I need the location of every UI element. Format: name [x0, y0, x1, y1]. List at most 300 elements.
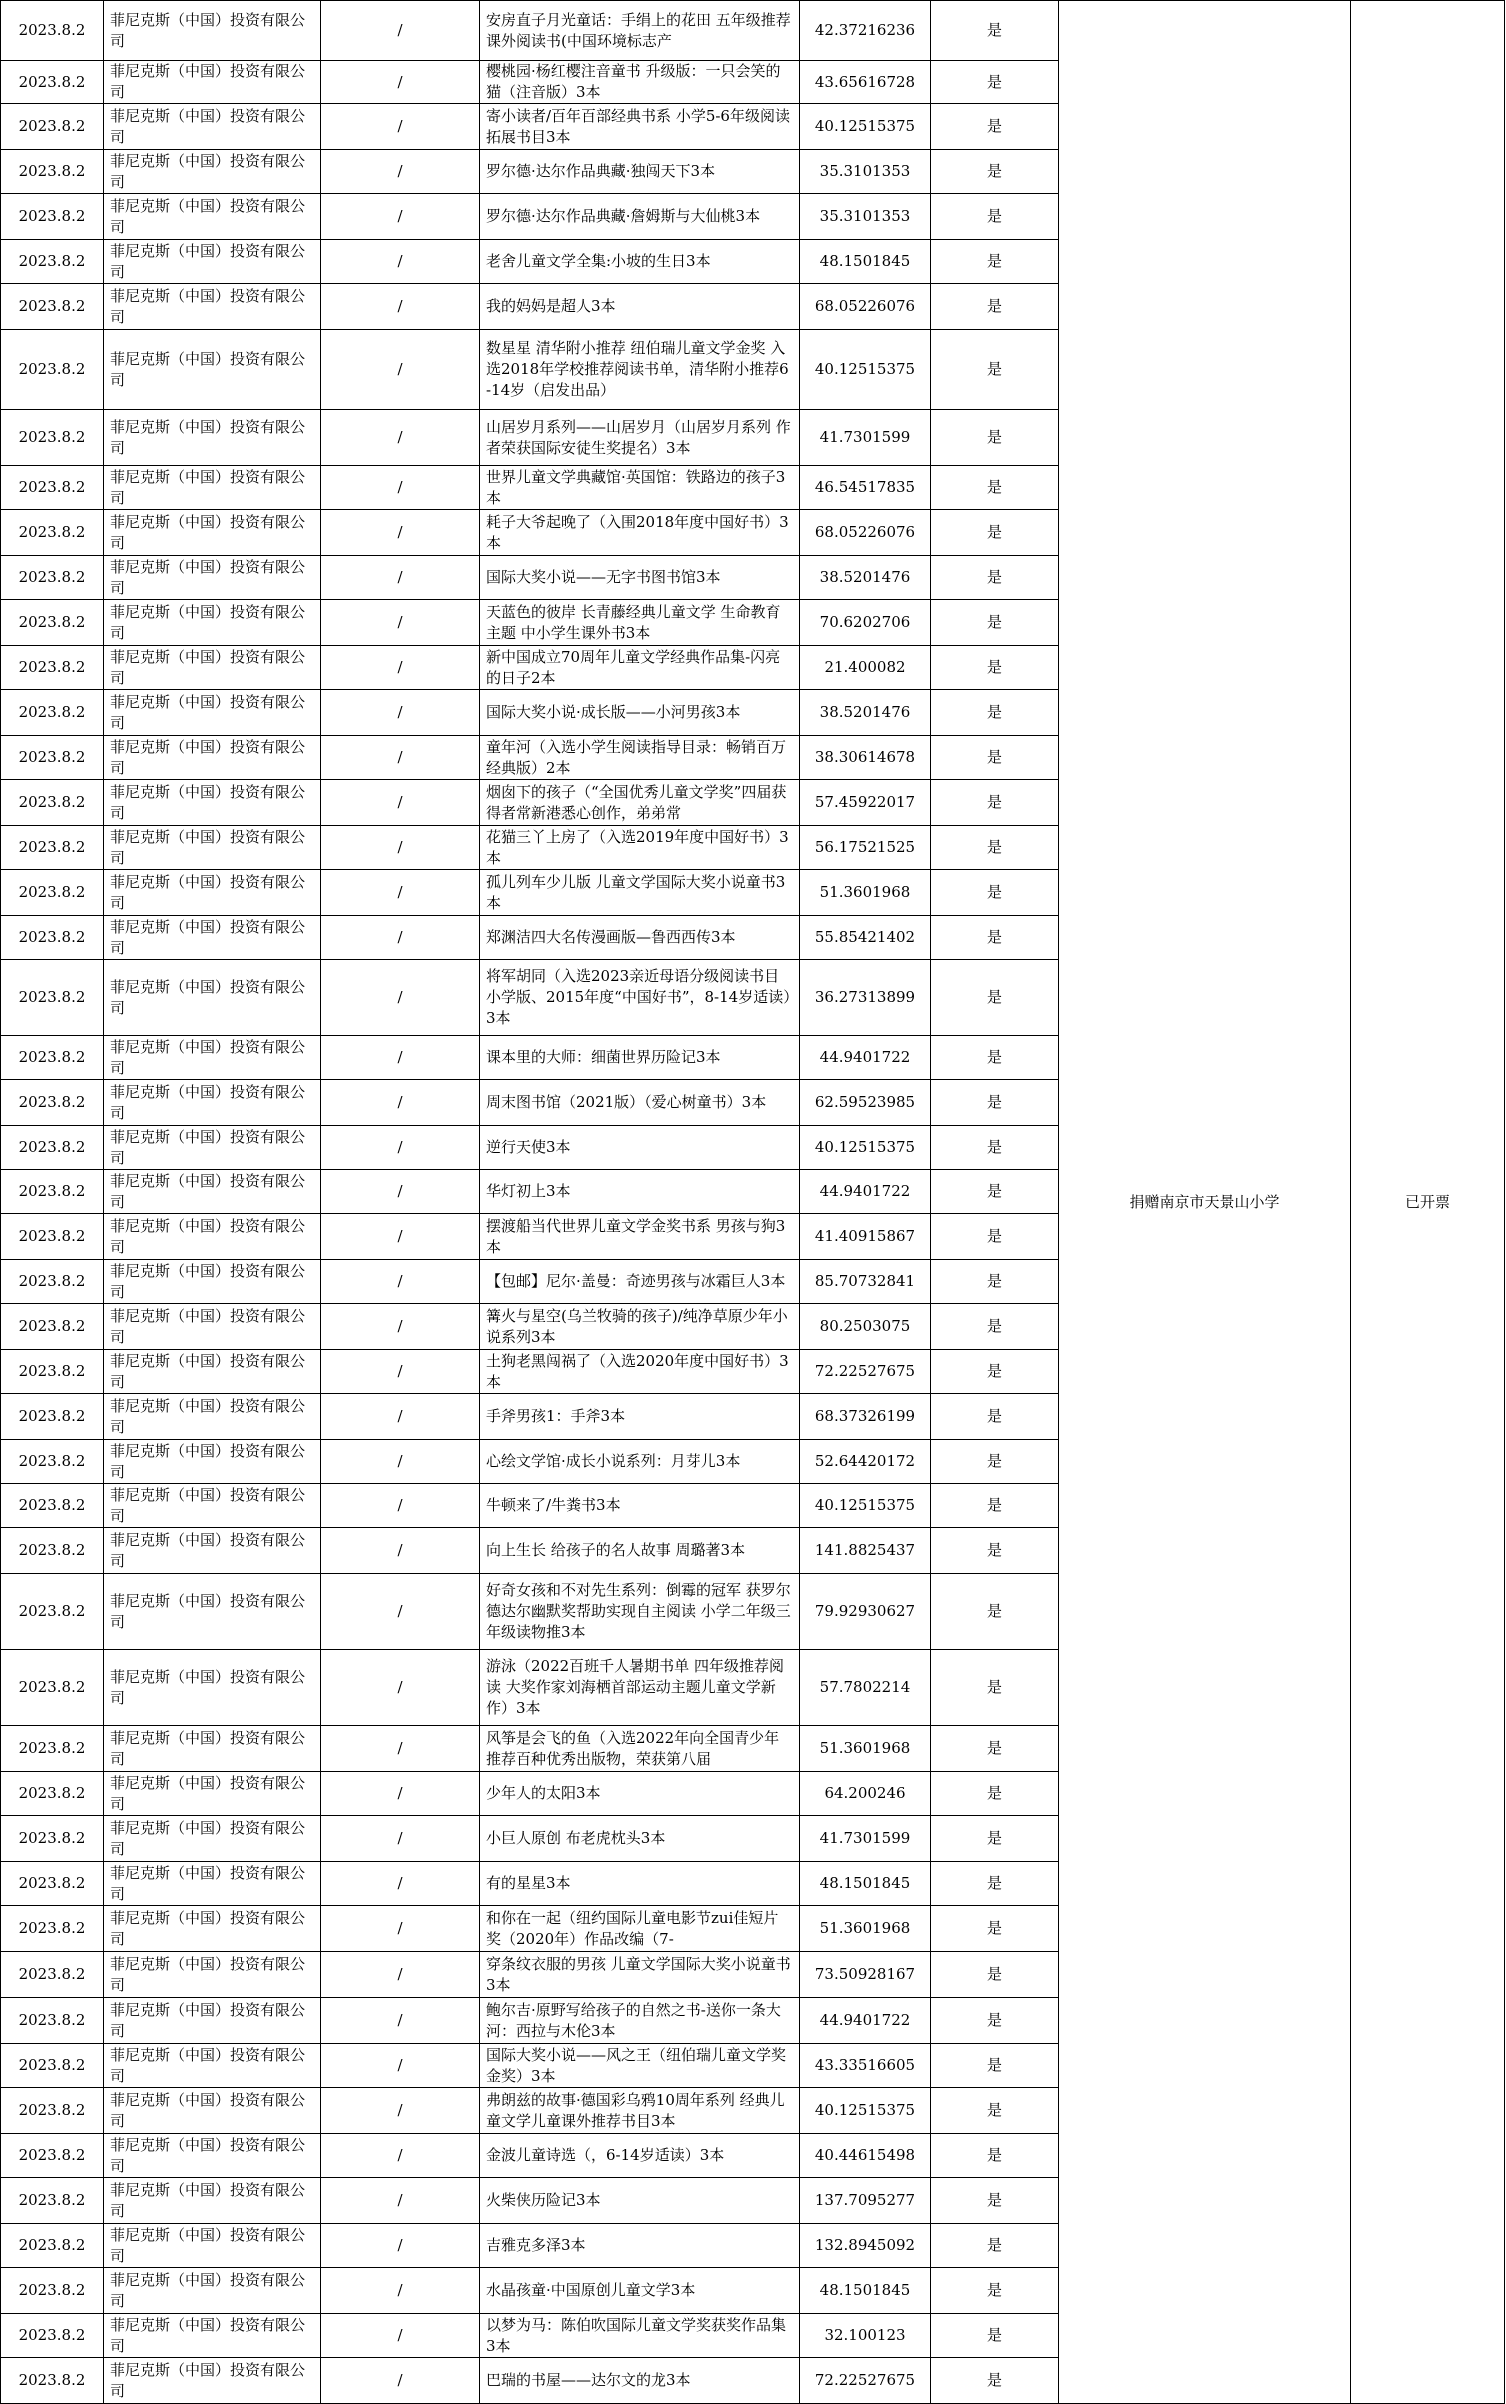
date-cell: [1, 150, 104, 194]
mark-cell: [321, 1260, 480, 1304]
company-cell-text: 菲尼克斯（中国）投资有限公司: [110, 2180, 306, 2220]
book-title-cell-text: 水晶孩童·中国原创儿童文学3本: [486, 2281, 696, 2299]
table-row: [1, 1, 1505, 61]
flag-cell-text: 是: [986, 523, 1002, 541]
flag-cell-text: 是: [986, 360, 1002, 378]
company-cell: [104, 690, 321, 736]
company-cell-text: 菲尼克斯（中国）投资有限公司: [110, 1908, 306, 1948]
book-title-cell-text: 金波儿童诗选（，6-14岁适读）3本: [486, 2146, 725, 2164]
company-cell-text: 菲尼克斯（中国）投资有限公司: [110, 872, 306, 912]
amount-cell: [800, 330, 931, 410]
book-title-cell-text: 周末图书馆（2021版）（爱心树童书）3本: [486, 1093, 767, 1111]
flag-cell: [931, 870, 1059, 916]
date-cell-text: 2023.8.2: [18, 703, 86, 721]
amount-cell: [800, 1998, 931, 2044]
date-cell-text: 2023.8.2: [18, 297, 86, 315]
amount-cell-text: 137.7095277: [814, 2191, 916, 2209]
book-title-cell: [480, 916, 800, 960]
book-title-cell: [480, 150, 800, 194]
flag-cell: [931, 1726, 1059, 1772]
company-cell: [104, 2358, 321, 2404]
mark-cell-text: /: [397, 523, 403, 541]
mark-cell-text: /: [397, 162, 403, 180]
book-title-cell-text: 华灯初上3本: [486, 1182, 571, 1200]
flag-cell-text: 是: [986, 2191, 1002, 2209]
date-cell-text: 2023.8.2: [18, 428, 86, 446]
flag-cell: [931, 1304, 1059, 1350]
company-cell: [104, 1726, 321, 1772]
company-cell-text: 菲尼克斯（中国）投资有限公司: [110, 1351, 306, 1391]
mark-cell-text: /: [397, 1541, 403, 1559]
company-cell-text: 菲尼克斯（中国）投资有限公司: [110, 602, 306, 642]
amount-cell-text: 48.1501845: [819, 252, 911, 270]
amount-cell-text: 141.8825437: [814, 1541, 916, 1559]
flag-cell: [931, 104, 1059, 150]
date-cell-text: 2023.8.2: [18, 1317, 86, 1335]
flag-cell: [931, 2268, 1059, 2314]
company-cell-text: 菲尼克斯（中国）投资有限公司: [110, 106, 306, 146]
date-cell-text: 2023.8.2: [18, 2326, 86, 2344]
flag-cell: [931, 1650, 1059, 1726]
company-cell-text: 菲尼克斯（中国）投资有限公司: [110, 196, 306, 236]
amount-cell: [800, 2358, 931, 2404]
mark-cell: [321, 556, 480, 600]
book-title-cell: [480, 2268, 800, 2314]
amount-cell: [800, 2224, 931, 2268]
flag-cell: [931, 2134, 1059, 2178]
mark-cell-text: /: [397, 1496, 403, 1514]
book-title-cell-text: 数星星 清华附小推荐 纽伯瑞儿童文学金奖 入选2018年学校推荐阅读书单，清华附小推荐6-14岁（启发出品）: [486, 339, 789, 399]
company-cell-text: 菲尼克斯（中国）投资有限公司: [110, 827, 306, 867]
mark-cell: [321, 1650, 480, 1726]
amount-cell-text: 52.64420172: [814, 1452, 916, 1470]
mark-cell: [321, 410, 480, 466]
date-cell: [1, 690, 104, 736]
date-cell: [1, 1, 104, 61]
flag-cell-text: 是: [986, 1048, 1002, 1066]
company-cell-text: 菲尼克斯（中国）投资有限公司: [110, 917, 306, 957]
mark-cell: [321, 870, 480, 916]
book-title-cell-text: 风筝是会飞的鱼（入选2022年向全国青少年推荐百种优秀出版物，荣获第八届: [486, 1728, 780, 1768]
date-cell-text: 2023.8.2: [18, 883, 86, 901]
date-cell-text: 2023.8.2: [18, 748, 86, 766]
flag-cell-text: 是: [986, 2236, 1002, 2254]
amount-cell-text: 21.400082: [824, 658, 906, 676]
date-cell: [1, 330, 104, 410]
company-cell: [104, 1126, 321, 1170]
book-title-cell: [480, 826, 800, 870]
flag-cell-text: 是: [986, 1602, 1002, 1620]
amount-cell-text: 42.37216236: [814, 21, 916, 39]
mark-cell: [321, 2044, 480, 2088]
mark-cell: [321, 1772, 480, 1816]
mark-cell-text: /: [397, 2056, 403, 2074]
amount-cell: [800, 736, 931, 780]
company-cell: [104, 600, 321, 646]
flag-cell: [931, 1036, 1059, 1080]
date-cell: [1, 1440, 104, 1484]
company-cell-text: 菲尼克斯（中国）投资有限公司: [110, 467, 306, 507]
flag-cell-text: 是: [986, 2281, 1002, 2299]
flag-cell-text: 是: [986, 793, 1002, 811]
date-cell-text: 2023.8.2: [18, 1874, 86, 1892]
flag-cell-text: 是: [986, 1678, 1002, 1696]
amount-cell-text: 40.12515375: [814, 117, 916, 135]
company-cell: [104, 1, 321, 61]
flag-cell: [931, 826, 1059, 870]
company-cell: [104, 1440, 321, 1484]
book-title-cell-text: 游泳（2022百班千人暑期书单 四年级推荐阅读 大奖作家刘海栖首部运动主题儿童文学新作）3本: [486, 1657, 784, 1717]
flag-cell: [931, 1862, 1059, 1906]
company-cell-text: 菲尼克斯（中国）投资有限公司: [110, 1818, 306, 1858]
flag-cell: [931, 1394, 1059, 1440]
date-cell-text: 2023.8.2: [18, 1541, 86, 1559]
flag-cell-text: 是: [986, 2056, 1002, 2074]
mark-cell: [321, 646, 480, 690]
mark-cell: [321, 1816, 480, 1862]
amount-cell: [800, 870, 931, 916]
flag-cell: [931, 194, 1059, 240]
amount-cell: [800, 1304, 931, 1350]
book-title-cell: [480, 2178, 800, 2224]
book-title-cell-text: 我的妈妈是超人3本: [486, 297, 616, 315]
company-cell: [104, 1906, 321, 1952]
flag-cell-text: 是: [986, 658, 1002, 676]
amount-cell: [800, 61, 931, 104]
amount-cell: [800, 284, 931, 330]
book-title-cell: [480, 1126, 800, 1170]
amount-cell-text: 48.1501845: [819, 1874, 911, 1892]
date-cell: [1, 1816, 104, 1862]
flag-cell-text: 是: [986, 1317, 1002, 1335]
date-cell-text: 2023.8.2: [18, 360, 86, 378]
date-cell: [1, 1484, 104, 1528]
date-cell: [1, 1650, 104, 1726]
date-cell-text: 2023.8.2: [18, 162, 86, 180]
book-title-cell: [480, 2134, 800, 2178]
flag-cell-text: 是: [986, 1784, 1002, 1802]
amount-cell-text: 41.7301599: [819, 1829, 911, 1847]
company-cell: [104, 2044, 321, 2088]
flag-cell-text: 是: [986, 838, 1002, 856]
mark-cell-text: /: [397, 1317, 403, 1335]
company-cell-text: 菲尼克斯（中国）投资有限公司: [110, 151, 306, 191]
mark-cell: [321, 826, 480, 870]
company-cell: [104, 736, 321, 780]
company-cell-text: 菲尼克斯（中国）投资有限公司: [110, 2045, 306, 2085]
date-cell-text: 2023.8.2: [18, 478, 86, 496]
book-title-cell-text: 老舍儿童文学全集:小坡的生日3本: [486, 252, 711, 270]
date-cell: [1, 1952, 104, 1998]
date-cell: [1, 1350, 104, 1394]
mark-cell-text: /: [397, 1784, 403, 1802]
amount-cell: [800, 556, 931, 600]
company-cell-text: 菲尼克斯（中国）投资有限公司: [110, 1863, 306, 1903]
mark-cell-text: /: [397, 21, 403, 39]
amount-cell-text: 40.12515375: [814, 2101, 916, 2119]
mark-cell: [321, 690, 480, 736]
amount-cell: [800, 2268, 931, 2314]
company-cell-text: 菲尼克斯（中国）投资有限公司: [110, 1171, 306, 1211]
company-cell: [104, 556, 321, 600]
mark-cell-text: /: [397, 478, 403, 496]
flag-cell-text: 是: [986, 2326, 1002, 2344]
amount-cell: [800, 2314, 931, 2358]
amount-cell: [800, 1394, 931, 1440]
book-title-cell: [480, 1304, 800, 1350]
flag-cell: [931, 2044, 1059, 2088]
flag-cell-text: 是: [986, 72, 1002, 91]
date-cell-text: 2023.8.2: [18, 928, 86, 946]
book-title-cell-text: 耗子大爷起晚了（入围2018年度中国好书）3本: [486, 512, 789, 552]
book-title-cell-text: 国际大奖小说——无字书图书馆3本: [486, 568, 721, 586]
amount-cell-text: 38.5201476: [819, 568, 911, 586]
amount-cell: [800, 1260, 931, 1304]
amount-cell: [800, 646, 931, 690]
invoice-status-text: 已开票: [1404, 1192, 1450, 1211]
mark-cell: [321, 1394, 480, 1440]
company-cell-text: 菲尼克斯（中国）投资有限公司: [110, 1954, 306, 1994]
flag-cell: [931, 1484, 1059, 1528]
date-cell: [1, 1906, 104, 1952]
mark-cell-text: /: [397, 297, 403, 315]
date-cell-text: 2023.8.2: [18, 1829, 86, 1847]
mark-cell-text: /: [397, 2101, 403, 2119]
mark-cell-text: /: [397, 1407, 403, 1425]
company-cell-text: 菲尼克斯（中国）投资有限公司: [110, 1441, 306, 1481]
book-title-cell: [480, 466, 800, 510]
company-cell-text: 菲尼克斯（中国）投资有限公司: [110, 557, 306, 597]
flag-cell: [931, 330, 1059, 410]
mark-cell-text: /: [397, 748, 403, 766]
amount-cell-text: 40.44615498: [814, 2146, 916, 2164]
amount-cell-text: 51.3601968: [819, 883, 911, 901]
mark-cell-text: /: [397, 2326, 403, 2344]
company-cell-text: 菲尼克斯（中国）投资有限公司: [110, 1127, 306, 1167]
flag-cell-text: 是: [986, 1093, 1002, 1111]
book-title-cell: [480, 646, 800, 690]
book-title-cell-text: 新中国成立70周年儿童文学经典作品集-闪亮的日子2本: [486, 647, 781, 687]
mark-cell: [321, 1126, 480, 1170]
company-cell: [104, 916, 321, 960]
book-title-cell-text: 安房直子月光童话：手绢上的花田 五年级推荐课外阅读书(中国环境标志产: [486, 10, 791, 50]
date-cell: [1, 600, 104, 646]
flag-cell-text: 是: [986, 1182, 1002, 1200]
date-cell-text: 2023.8.2: [18, 207, 86, 225]
amount-cell-text: 57.45922017: [814, 793, 916, 811]
company-cell-text: 菲尼克斯（中国）投资有限公司: [110, 512, 306, 552]
date-cell: [1, 2268, 104, 2314]
mark-cell: [321, 1304, 480, 1350]
book-title-cell: [480, 194, 800, 240]
date-cell-text: 2023.8.2: [18, 72, 86, 91]
flag-cell-text: 是: [986, 21, 1002, 39]
amount-cell: [800, 2088, 931, 2134]
mark-cell-text: /: [397, 2146, 403, 2164]
flag-cell-text: 是: [986, 1496, 1002, 1514]
date-cell: [1, 2178, 104, 2224]
flag-cell-text: 是: [986, 1919, 1002, 1937]
company-cell: [104, 2178, 321, 2224]
date-cell: [1, 2314, 104, 2358]
amount-cell: [800, 150, 931, 194]
company-cell-text: 菲尼克斯（中国）投资有限公司: [110, 1082, 306, 1122]
flag-cell-text: 是: [986, 748, 1002, 766]
flag-cell-text: 是: [986, 988, 1002, 1006]
date-cell: [1, 870, 104, 916]
company-cell: [104, 1260, 321, 1304]
amount-cell: [800, 1080, 931, 1126]
company-cell: [104, 1862, 321, 1906]
flag-cell-text: 是: [986, 1739, 1002, 1757]
mark-cell-text: /: [397, 1182, 403, 1200]
flag-cell: [931, 284, 1059, 330]
date-cell: [1, 61, 104, 104]
amount-cell: [800, 1, 931, 61]
flag-cell: [931, 240, 1059, 284]
date-cell-text: 2023.8.2: [18, 1138, 86, 1156]
company-cell: [104, 1350, 321, 1394]
flag-cell-text: 是: [986, 928, 1002, 946]
book-title-cell-text: 好奇女孩和不对先生系列：倒霉的冠军 获罗尔德达尔幽默奖帮助实现自主阅读 小学二年级三年级读物推3本: [486, 1581, 791, 1641]
mark-cell: [321, 2178, 480, 2224]
company-cell-text: 菲尼克斯（中国）投资有限公司: [110, 349, 306, 389]
book-title-cell-text: 【包邮】尼尔·盖曼：奇迹男孩与冰霜巨人3本: [486, 1272, 786, 1290]
amount-cell-text: 43.65616728: [814, 72, 916, 91]
mark-cell: [321, 1350, 480, 1394]
amount-cell-text: 32.100123: [824, 2326, 906, 2344]
date-cell: [1, 916, 104, 960]
company-cell: [104, 2088, 321, 2134]
amount-cell: [800, 104, 931, 150]
date-cell: [1, 2088, 104, 2134]
amount-cell: [800, 1952, 931, 1998]
date-cell: [1, 1394, 104, 1440]
company-cell: [104, 466, 321, 510]
company-cell: [104, 1214, 321, 1260]
date-cell-text: 2023.8.2: [18, 2371, 86, 2389]
company-cell-text: 菲尼克斯（中国）投资有限公司: [110, 1728, 306, 1768]
company-cell-text: 菲尼克斯（中国）投资有限公司: [110, 286, 306, 326]
mark-cell-text: /: [397, 1093, 403, 1111]
amount-cell-text: 62.59523985: [814, 1093, 916, 1111]
amount-cell: [800, 826, 931, 870]
company-cell-text: 菲尼克斯（中国）投资有限公司: [110, 1037, 306, 1077]
company-cell: [104, 780, 321, 826]
book-title-cell: [480, 2044, 800, 2088]
mark-cell: [321, 1998, 480, 2044]
company-cell-text: 菲尼克斯（中国）投资有限公司: [110, 2360, 306, 2400]
amount-cell: [800, 1574, 931, 1650]
flag-cell: [931, 960, 1059, 1036]
book-title-cell: [480, 1350, 800, 1394]
date-cell-text: 2023.8.2: [18, 2011, 86, 2029]
date-cell-text: 2023.8.2: [18, 2236, 86, 2254]
mark-cell: [321, 600, 480, 646]
book-title-cell: [480, 284, 800, 330]
flag-cell: [931, 1260, 1059, 1304]
company-cell: [104, 194, 321, 240]
date-cell-text: 2023.8.2: [18, 613, 86, 631]
date-cell-text: 2023.8.2: [18, 21, 86, 39]
book-title-cell: [480, 330, 800, 410]
company-cell-text: 菲尼克斯（中国）投资有限公司: [110, 1261, 306, 1301]
company-cell: [104, 330, 321, 410]
mark-cell: [321, 736, 480, 780]
company-cell: [104, 284, 321, 330]
company-cell-text: 菲尼克斯（中国）投资有限公司: [110, 647, 306, 687]
book-title-cell: [480, 1998, 800, 2044]
mark-cell: [321, 194, 480, 240]
book-title-cell-text: 巴瑞的书屋——达尔文的龙3本: [486, 2371, 691, 2389]
book-title-cell: [480, 1650, 800, 1726]
date-cell-text: 2023.8.2: [18, 1496, 86, 1514]
flag-cell-text: 是: [986, 1829, 1002, 1847]
date-cell: [1, 2224, 104, 2268]
amount-cell: [800, 1350, 931, 1394]
book-title-cell-text: 孤儿列车少儿版 儿童文学国际大奖小说童书3本: [486, 872, 786, 912]
date-cell-text: 2023.8.2: [18, 1965, 86, 1983]
amount-cell-text: 44.9401722: [819, 1048, 911, 1066]
flag-cell: [931, 690, 1059, 736]
mark-cell: [321, 284, 480, 330]
flag-cell: [931, 600, 1059, 646]
book-title-cell: [480, 1772, 800, 1816]
amount-cell: [800, 1906, 931, 1952]
book-title-cell-text: 吉雅克多泽3本: [486, 2236, 586, 2254]
company-cell-text: 菲尼克斯（中国）投资有限公司: [110, 10, 306, 50]
mark-cell-text: /: [397, 1452, 403, 1470]
date-cell: [1, 2134, 104, 2178]
company-cell-text: 菲尼克斯（中国）投资有限公司: [110, 2090, 306, 2130]
amount-cell-text: 44.9401722: [819, 2011, 911, 2029]
flag-cell-text: 是: [986, 2011, 1002, 2029]
date-cell-text: 2023.8.2: [18, 2191, 86, 2209]
amount-cell: [800, 1036, 931, 1080]
mark-cell: [321, 2224, 480, 2268]
flag-cell: [931, 61, 1059, 104]
flag-cell-text: 是: [986, 1874, 1002, 1892]
company-cell-text: 菲尼克斯（中国）投资有限公司: [110, 692, 306, 732]
book-title-cell: [480, 1214, 800, 1260]
company-cell-text: 菲尼克斯（中国）投资有限公司: [110, 2270, 306, 2310]
book-title-cell: [480, 2358, 800, 2404]
amount-cell: [800, 600, 931, 646]
book-title-cell: [480, 240, 800, 284]
mark-cell-text: /: [397, 1965, 403, 1983]
amount-cell-text: 43.33516605: [814, 2056, 916, 2074]
amount-cell-text: 44.9401722: [819, 1182, 911, 1200]
date-cell-text: 2023.8.2: [18, 838, 86, 856]
mark-cell: [321, 2268, 480, 2314]
date-cell-text: 2023.8.2: [18, 1784, 86, 1802]
mark-cell-text: /: [397, 1829, 403, 1847]
mark-cell-text: /: [397, 2236, 403, 2254]
amount-cell: [800, 2178, 931, 2224]
date-cell-text: 2023.8.2: [18, 1452, 86, 1470]
date-cell-text: 2023.8.2: [18, 117, 86, 135]
amount-cell-text: 68.37326199: [814, 1407, 916, 1425]
flag-cell-text: 是: [986, 1138, 1002, 1156]
company-cell: [104, 2314, 321, 2358]
company-cell: [104, 1304, 321, 1350]
book-title-cell: [480, 104, 800, 150]
book-title-cell-text: 摆渡船当代世界儿童文学金奖书系 男孩与狗3本: [486, 1216, 786, 1256]
amount-cell: [800, 2134, 931, 2178]
amount-cell-text: 80.2503075: [819, 1317, 911, 1335]
mark-cell: [321, 1484, 480, 1528]
mark-cell: [321, 1080, 480, 1126]
